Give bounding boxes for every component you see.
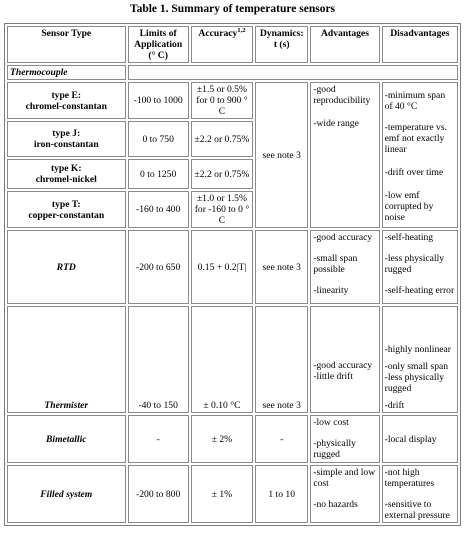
accuracy-cell: ±1.5 or 0.5% for 0 to 900 ° C — [191, 82, 253, 119]
limits-cell: -160 to 400 — [128, 191, 189, 228]
bimetallic-dynamics: - — [255, 415, 308, 463]
disadvantage-item: -drift — [384, 400, 405, 411]
bimetallic-limits: - — [128, 415, 189, 463]
thermister-name: Thermister — [7, 306, 126, 413]
thermister-dynamics: see note 3 — [255, 306, 308, 413]
table-title: Table 1. Summary of temperature sensors — [129, 3, 336, 15]
sensor-type-cell — [7, 159, 126, 189]
sensor-type-line2: copper-constantan — [28, 209, 105, 221]
filled-system-accuracy: ± 1% — [191, 465, 253, 523]
sensor-type-line2: chromel-constantan — [25, 100, 107, 112]
advantage-item: -no hazards — [313, 499, 358, 510]
thermister-row — [7, 306, 458, 413]
limits-cell: 0 to 1250 — [128, 159, 189, 189]
thermocouple-group-label: Thermocouple — [7, 65, 126, 80]
disadvantage-item: -less physically rugged — [384, 372, 445, 394]
filled-system-name: Filled system — [7, 465, 126, 523]
rtd-accuracy: 0.15 + 0.2|T| — [191, 230, 253, 304]
sensor-type-line2: chromel-nickel — [35, 174, 97, 185]
disadvantage-item: -less physically rugged — [384, 253, 445, 275]
header-row — [7, 26, 458, 63]
disadvantage-item: -not high temperatures — [384, 467, 435, 489]
bimetallic-advantages-cell — [310, 415, 379, 463]
rtd-name: RTD — [7, 230, 126, 304]
header-accuracy — [191, 26, 253, 63]
disadvantage-item: -local display — [384, 433, 437, 445]
disadvantage-item: -drift over time — [384, 167, 444, 178]
advantage-item: -simple and low cost — [313, 467, 376, 489]
limits-cell: 0 to 750 — [128, 121, 189, 157]
advantage-item: -good accuracy — [313, 232, 373, 243]
limits-cell: -100 to 1000 — [128, 82, 189, 119]
table-row — [7, 82, 458, 119]
thermister-accuracy: ± 0.10 °C — [191, 306, 253, 413]
sensor-type-line2: iron-constantan — [33, 139, 99, 150]
sensor-type-line1: type E: — [51, 89, 82, 101]
header-dynamics: Dynamics: t (s) — [255, 26, 308, 63]
rtd-disadvantages-cell — [382, 230, 458, 304]
thermocouple-advantages-cell — [310, 82, 379, 228]
accuracy-cell: ±2.2 or 0.75% — [191, 121, 253, 157]
advantage-item: -good accuracy — [313, 360, 373, 371]
disadvantage-item: -low emf corrupted by noise — [384, 190, 434, 223]
header-sensor-type: Sensor Type — [7, 26, 126, 63]
sensor-type-line1: type K: — [50, 163, 82, 174]
thermister-advantages-cell — [310, 306, 379, 413]
disadvantage-item: -minimum span of 40 °C — [384, 90, 446, 112]
header-accuracy-label: Accuracy — [198, 28, 238, 39]
header-disadvantages: Disadvantages — [382, 26, 458, 63]
rtd-advantages-cell — [310, 230, 379, 304]
sensor-type-line1: type J: — [52, 128, 81, 139]
header-advantages: Advantages — [310, 26, 379, 63]
advantage-item: -physically rugged — [313, 438, 356, 460]
disadvantage-item: -self-heating — [384, 232, 434, 243]
filled-system-advantages-cell — [310, 465, 379, 523]
thermocouple-group-row — [7, 65, 458, 80]
disadvantage-item: -highly nonlinear — [384, 344, 451, 355]
sensor-type-cell — [7, 191, 126, 228]
advantage-item: -good reproducibility — [313, 84, 371, 106]
header-limits: Limits of Application (° C) — [128, 26, 189, 63]
thermocouple-disadvantages-cell — [382, 82, 458, 228]
sensor-type-cell — [7, 121, 126, 157]
bimetallic-accuracy: ± 2% — [191, 415, 253, 463]
thermocouple-dynamics-cell: see note 3 — [255, 82, 308, 228]
rtd-limits: -200 to 650 — [128, 230, 189, 304]
advantage-item: -linearity — [313, 285, 349, 296]
filled-system-row — [7, 465, 458, 523]
disadvantage-item: -temperature vs. emf not exactly linear — [384, 122, 447, 155]
thermister-limits: -40 to 150 — [128, 306, 189, 413]
filled-system-limits: -200 to 800 — [128, 465, 189, 523]
bimetallic-name: Bimetallic — [7, 415, 126, 463]
thermocouple-group-filler — [128, 65, 458, 80]
sensor-type-line1: type T: — [51, 198, 81, 210]
rtd-dynamics: see note 3 — [255, 230, 308, 304]
advantage-item: -wide range — [313, 118, 359, 129]
sensor-type-cell — [7, 82, 126, 119]
advantage-item: -little drift — [313, 371, 354, 382]
accuracy-cell: ±1.0 or 1.5% for -160 to 0 ° C — [191, 191, 253, 228]
bimetallic-row — [7, 415, 458, 463]
disadvantage-item: -sensitive to external pressure — [384, 499, 450, 521]
disadvantage-item: -self-heating error — [384, 285, 455, 296]
accuracy-cell: ±2.2 or 0.75% — [191, 159, 253, 189]
thermister-disadvantages-cell — [382, 306, 458, 413]
bimetallic-disadvantages-cell — [382, 415, 458, 463]
filled-system-disadvantages-cell — [382, 465, 458, 523]
disadvantage-item: -only small span — [384, 361, 449, 372]
sensor-summary-table — [4, 23, 461, 526]
filled-system-dynamics: 1 to 10 — [255, 465, 308, 523]
rtd-row — [7, 230, 458, 304]
header-accuracy-superscript: 1,2 — [237, 26, 246, 34]
advantage-item: -small span possible — [313, 253, 358, 275]
advantage-item: -low cost — [313, 417, 349, 428]
